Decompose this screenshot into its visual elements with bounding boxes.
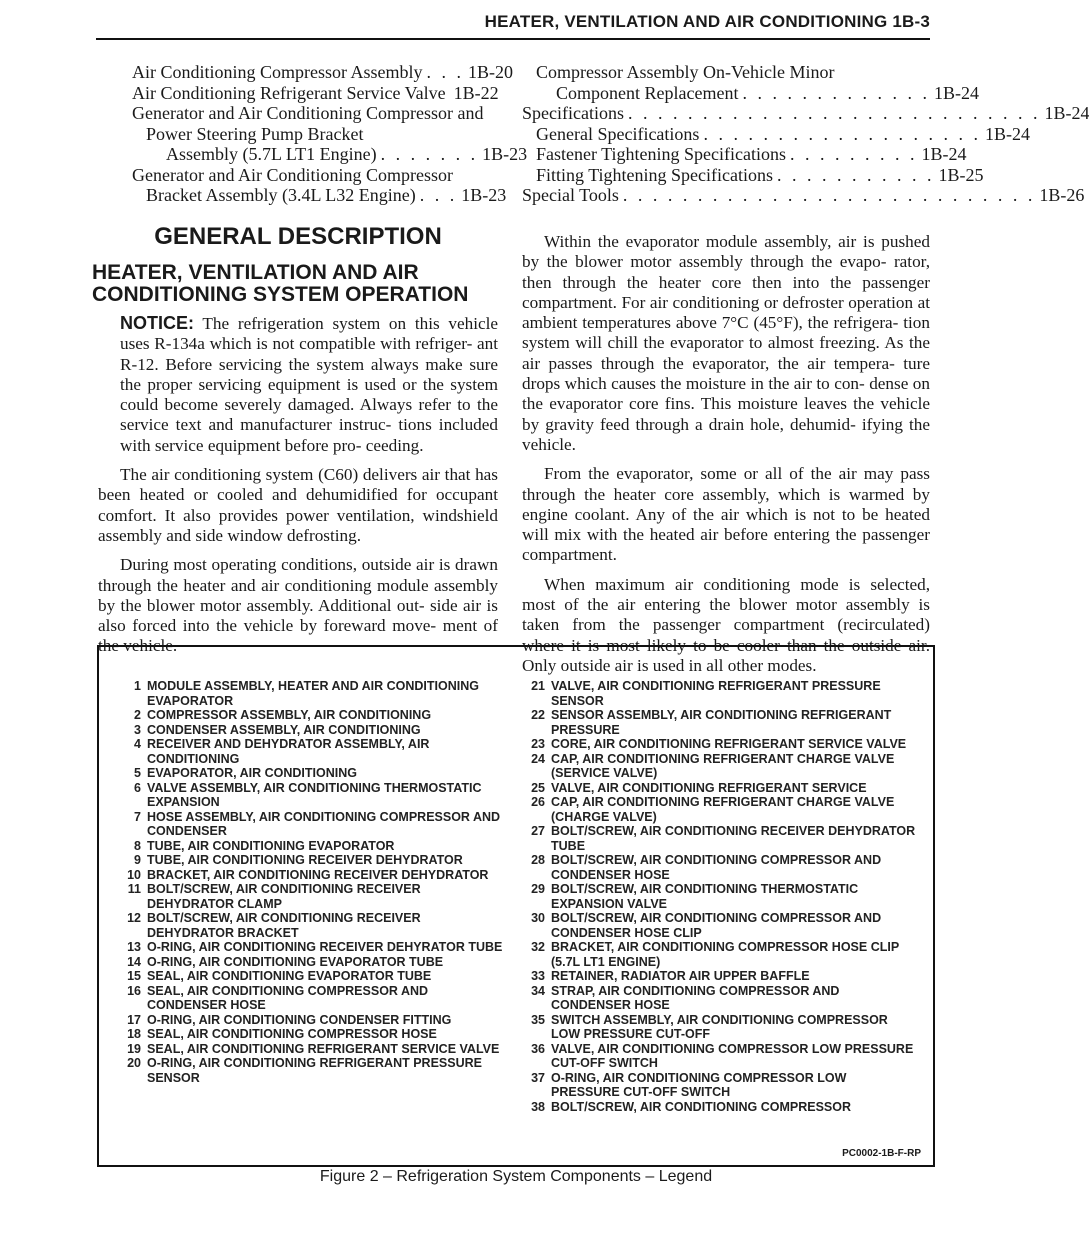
legend-item [113, 810, 503, 839]
legend-item [517, 795, 917, 824]
legend-item-text: TUBE, AIR CONDITIONING EVAPORATOR [147, 838, 395, 853]
toc-entry [132, 124, 498, 145]
legend-item-number: 6 [134, 780, 141, 795]
legend-item-number: 34 [531, 983, 545, 998]
legend-item [113, 766, 503, 781]
toc-entry-leader: . . . . . . . . . [789, 144, 918, 164]
body-paragraph: From the evaporator, some or all of the air may pass through the heater core assembly, which is warmed by engine coolant. Any of the air which is not to be heated will mix with the heated air before entering the passenger compartment. [522, 464, 930, 565]
legend-item-number: 24 [531, 751, 545, 766]
legend-item-text: SWITCH ASSEMBLY, AIR CONDITIONING COMPRESSOR LOW PRESSURE CUT-OFF [551, 1012, 888, 1041]
legend-item [113, 940, 503, 955]
legend-item-text: CONDENSER ASSEMBLY, AIR CONDITIONING [147, 722, 421, 737]
toc-entry [522, 82, 979, 104]
legend-item-number: 4 [134, 737, 141, 751]
legend-item-text: BOLT/SCREW, AIR CONDITIONING COMPRESSOR AND CONDENSER HOSE [551, 853, 882, 882]
legend-item [517, 853, 917, 882]
toc-entry-page: 1B-24 [1044, 103, 1089, 123]
legend-item [517, 1042, 917, 1071]
legend-item-number: 33 [531, 969, 545, 983]
toc-entry [522, 185, 1085, 206]
legend-item-number: 26 [531, 795, 545, 809]
toc-entry-leader: . . . . . . . . . . . . . . . . . . . [703, 123, 981, 144]
legend-item [517, 882, 917, 911]
toc-entry-title: Special Tools [522, 185, 619, 205]
notice-label: NOTICE: [120, 313, 194, 333]
legend-item-number: 27 [531, 824, 545, 838]
notice-text: The refrigeration system on this vehicle uses R-134a which is not compatible with refriger- ant R-12. Before servicing the system always make sure the proper servicing equipment is used or the system could become severely damaged. Always refer to the service text and manufacturer instruc- tions included with service equipment before pro- ceeding. [120, 314, 498, 455]
toc-entry-title: Power Steering Pump Bracket [146, 123, 364, 144]
legend-item-text: CAP, AIR CONDITIONING REFRIGERANT CHARGE VALVE (CHARGE VALVE) [551, 795, 895, 824]
toc-entry [132, 185, 507, 206]
legend-item [517, 737, 917, 752]
toc-entry [132, 62, 514, 83]
toc-entry-leader: . . . [419, 185, 458, 205]
legend-item [113, 955, 503, 970]
legend-item [113, 737, 503, 766]
toc-entry-leader: . . . . . . . . . . . . . . . . . . . . . . . . . . . . [627, 103, 1041, 123]
legend-item-number: 15 [127, 969, 141, 983]
toc-entry-title: Specifications [522, 103, 624, 123]
body-right-column [522, 232, 930, 685]
toc-entry [132, 144, 528, 165]
legend-item [517, 1013, 917, 1042]
legend-item-text: VALVE ASSEMBLY, AIR CONDITIONING THERMOSTATIC EXPANSION [147, 780, 482, 809]
body-left-column [98, 313, 498, 666]
legend-item-number: 9 [134, 853, 141, 867]
legend-item-text: TUBE, AIR CONDITIONING RECEIVER DEHYDRATOR [147, 853, 463, 867]
legend-item [517, 781, 917, 796]
toc-entry [522, 123, 1030, 145]
toc-entry [132, 165, 498, 186]
legend-item [113, 1027, 503, 1042]
legend-item-number: 3 [134, 722, 141, 737]
legend-item-text: SEAL, AIR CONDITIONING EVAPORATOR TUBE [147, 969, 432, 983]
legend-item-number: 13 [127, 940, 141, 954]
legend-item-number: 37 [531, 1070, 545, 1085]
toc-entry-page: 1B-20 [468, 62, 514, 82]
legend-item-number: 1 [134, 679, 141, 693]
legend-item [517, 824, 917, 853]
legend-item-text: SENSOR ASSEMBLY, AIR CONDITIONING REFRIGERANT PRESSURE [551, 708, 892, 737]
toc-entry-title: Air Conditioning Compressor Assembly [132, 62, 423, 82]
legend-item-number: 11 [127, 882, 141, 896]
legend-item-text: O-RING, AIR CONDITIONING REFRIGERANT PRESSURE SENSOR [147, 1056, 482, 1085]
legend-item-text: O-RING, AIR CONDITIONING CONDENSER FITTING [147, 1012, 452, 1027]
legend-left-column [113, 679, 503, 1085]
legend-item-text: VALVE, AIR CONDITIONING REFRIGERANT PRESSURE SENSOR [551, 679, 881, 708]
legend-item-number: 16 [127, 983, 141, 998]
legend-item [113, 969, 503, 984]
legend-item [113, 1056, 503, 1085]
toc-entry [522, 62, 930, 83]
legend-item-text: BRACKET, AIR CONDITIONING RECEIVER DEHYDRATOR [147, 867, 489, 882]
legend-item [517, 752, 917, 781]
legend-item-text: HOSE ASSEMBLY, AIR CONDITIONING COMPRESSOR AND CONDENSER [147, 809, 501, 838]
legend-item-text: BOLT/SCREW, AIR CONDITIONING RECEIVER DEHYDRATOR TUBE [551, 824, 916, 853]
legend-item [517, 708, 917, 737]
body-paragraph: When maximum air conditioning mode is selected, most of the air entering the blower motor assembly is taken from the passenger compartment (recirculated) where it is most likely to be cooler than the outside air. Only outside air is used in all other modes. [522, 574, 930, 675]
legend-item [517, 1071, 917, 1100]
body-paragraph: Within the evaporator module assembly, air is pushed by the blower motor assembly through the evapo- rator, then through the heater core then into the passenger compartment. For air conditioning or defroster operation at ambient temperatures above 7°C (45°F), the refrigera- tion system will chill the evaporator to almost freezing. As the air passes through the evaporator, the air tempera- ture drops which causes the moisture in the air to con- dense on the evaporator core fins. This moisture leaves the vehicle by gravity feed through a drain hole, dehumid- ifying the vehicle. [522, 232, 930, 454]
toc-entry-title: Fitting Tightening Specifications [536, 164, 774, 185]
toc-entry [522, 103, 1089, 124]
toc-entry-title: General Specifications [536, 123, 700, 144]
legend-item [113, 839, 503, 854]
figure-caption: Figure 2 – Refrigeration System Components – Legend [319, 1168, 713, 1185]
toc-entry-page: 1B-22 [453, 82, 499, 103]
toc-entry-leader: . . . [426, 62, 465, 82]
running-header-title: HEATER, VENTILATION AND AIR CONDITIONING 1B-3 [484, 12, 930, 31]
toc-entry [132, 103, 498, 124]
legend-item-number: 21 [531, 679, 545, 693]
legend-item-number: 20 [127, 1056, 141, 1070]
legend-item-text: SEAL, AIR CONDITIONING REFRIGERANT SERVICE VALVE [147, 1041, 500, 1056]
toc-entry-title: Generator and Air Conditioning Compressor [132, 164, 453, 185]
legend-item [113, 723, 503, 738]
legend-item-number: 22 [531, 708, 545, 722]
legend-item-number: 10 [127, 867, 141, 882]
legend-item-text: SEAL, AIR CONDITIONING COMPRESSOR HOSE [147, 1027, 437, 1041]
toc-entry-title: Bracket Assembly (3.4L L32 Engine) [146, 185, 416, 205]
body-paragraph: During most operating conditions, outside air is drawn through the heater and air conditioning module assembly by the blower motor assembly. Additional out- side air is also forced into the vehicle by foreward move- ment of the vehicle. [98, 555, 498, 656]
legend-item-text: CAP, AIR CONDITIONING REFRIGERANT CHARGE VALVE (SERVICE VALVE) [551, 751, 895, 780]
legend-item-number: 28 [531, 853, 545, 867]
toc-entry-page: 1B-23 [482, 144, 528, 164]
legend-item [517, 679, 917, 708]
toc-entry-leader: . . . . . . . . . . . . . . . . . . . . . . . . . . . . [622, 185, 1036, 205]
legend-item [113, 984, 503, 1013]
legend-item [113, 679, 503, 708]
legend-item-text: EVAPORATOR, AIR CONDITIONING [147, 766, 357, 780]
legend-item [517, 1100, 917, 1115]
legend-item-number: 25 [531, 780, 545, 795]
subsection-heading-hvac-operation: HEATER, VENTILATION AND AIR CONDITIONING SYSTEM OPERATION [92, 261, 469, 306]
toc-entry-page: 1B-24 [933, 82, 979, 103]
toc-entry [522, 144, 967, 165]
legend-item [113, 911, 503, 940]
legend-item-number: 14 [127, 954, 141, 969]
legend-item-text: BRACKET, AIR CONDITIONING COMPRESSOR HOSE CLIP (5.7L LT1 ENGINE) [551, 940, 899, 969]
legend-item-number: 19 [127, 1041, 141, 1056]
section-heading-general-description: GENERAL DESCRIPTION [154, 223, 442, 250]
legend-item-text: MODULE ASSEMBLY, HEATER AND AIR CONDITIONING EVAPORATOR [147, 679, 479, 708]
toc-entry-title: Fastener Tightening Specifications [536, 144, 786, 164]
figure-legend-box [97, 645, 935, 1167]
legend-item [113, 868, 503, 883]
legend-item-number: 7 [134, 809, 141, 824]
legend-item-number: 23 [531, 737, 545, 751]
legend-right-column [517, 679, 917, 1114]
body-paragraph: The air conditioning system (C60) delivers air that has been heated or cooled and dehumidified for occupant comfort. It also provides power ventilation, windshield assembly and side window defrosting. [98, 465, 498, 545]
legend-item-number: 18 [127, 1027, 141, 1041]
legend-item-number: 12 [127, 911, 141, 925]
legend-item-number: 36 [531, 1041, 545, 1056]
legend-item-text: O-RING, AIR CONDITIONING COMPRESSOR LOW PRESSURE CUT-OFF SWITCH [551, 1070, 847, 1099]
figure-reference-code: PC0002-1B-F-RP [842, 1148, 921, 1159]
toc-left-column [132, 62, 528, 206]
notice-paragraph [98, 313, 498, 456]
legend-item [517, 911, 917, 940]
toc-entry-page: 1B-26 [1039, 185, 1085, 205]
legend-item-text: CORE, AIR CONDITIONING REFRIGERANT SERVICE VALVE [551, 737, 907, 751]
legend-item [517, 984, 917, 1013]
toc-entry-page: 1B-24 [921, 144, 967, 164]
legend-item [113, 853, 503, 868]
legend-item-text: BOLT/SCREW, AIR CONDITIONING COMPRESSOR [551, 1099, 852, 1114]
toc-entry-title: Assembly (5.7L LT1 Engine) [166, 144, 377, 164]
toc-entry-title: Air Conditioning Refrigerant Service Valve [132, 82, 446, 103]
legend-item [113, 1042, 503, 1057]
legend-item [517, 940, 917, 969]
toc-entry-page: 1B-25 [938, 164, 984, 185]
page-header [96, 8, 930, 40]
toc-entry-title: Compressor Assembly On-Vehicle Minor [536, 62, 835, 82]
legend-item-number: 2 [134, 708, 141, 722]
legend-item [113, 882, 503, 911]
legend-item-text: SEAL, AIR CONDITIONING COMPRESSOR AND CONDENSER HOSE [147, 983, 429, 1012]
legend-item-number: 5 [134, 766, 141, 780]
legend-item-text: VALVE, AIR CONDITIONING REFRIGERANT SERVICE [551, 780, 867, 795]
legend-item-text: BOLT/SCREW, AIR CONDITIONING THERMOSTATIC EXPANSION VALVE [551, 882, 859, 911]
legend-item-text: BOLT/SCREW, AIR CONDITIONING RECEIVER DEHYDRATOR CLAMP [147, 882, 421, 911]
toc-entry-page: 1B-23 [461, 185, 507, 205]
legend-item-number: 8 [134, 838, 141, 853]
toc-entry-leader: . . . . . . . . . . . . . [742, 82, 930, 103]
toc-entry-title: Component Replacement [556, 82, 739, 103]
legend-item [517, 969, 917, 984]
legend-item-number: 29 [531, 882, 545, 896]
legend-item-number: 32 [531, 940, 545, 954]
legend-item-text: RETAINER, RADIATOR AIR UPPER BAFFLE [551, 969, 810, 983]
legend-item-text: O-RING, AIR CONDITIONING RECEIVER DEHYRATOR TUBE [147, 940, 503, 954]
toc-entry-leader: . . . . . . . . . . . [777, 164, 935, 185]
legend-item-text: BOLT/SCREW, AIR CONDITIONING COMPRESSOR AND CONDENSER HOSE CLIP [551, 911, 882, 940]
legend-item-text: VALVE, AIR CONDITIONING COMPRESSOR LOW PRESSURE CUT-OFF SWITCH [551, 1041, 914, 1070]
legend-item-text: RECEIVER AND DEHYDRATOR ASSEMBLY, AIR CONDITIONING [147, 737, 430, 766]
toc-right-column [522, 62, 1089, 206]
toc-entry-title: Generator and Air Conditioning Compressor and [132, 103, 484, 123]
legend-item-number: 17 [127, 1012, 141, 1027]
toc-entry-leader: . . . . . . . [380, 144, 479, 164]
legend-item-number: 38 [531, 1099, 545, 1114]
toc-entry [522, 164, 984, 186]
legend-item-text: O-RING, AIR CONDITIONING EVAPORATOR TUBE [147, 954, 444, 969]
legend-item-text: BOLT/SCREW, AIR CONDITIONING RECEIVER DEHYDRATOR BRACKET [147, 911, 421, 940]
legend-item-number: 30 [531, 911, 545, 925]
legend-item [113, 708, 503, 723]
toc-entry [132, 83, 498, 104]
toc-entry-page: 1B-24 [984, 123, 1030, 144]
legend-item-number: 35 [531, 1012, 545, 1027]
legend-item-text: COMPRESSOR ASSEMBLY, AIR CONDITIONING [147, 708, 432, 722]
legend-item [113, 1013, 503, 1028]
legend-item-text: STRAP, AIR CONDITIONING COMPRESSOR AND CONDENSER HOSE [551, 983, 840, 1012]
legend-item [113, 781, 503, 810]
